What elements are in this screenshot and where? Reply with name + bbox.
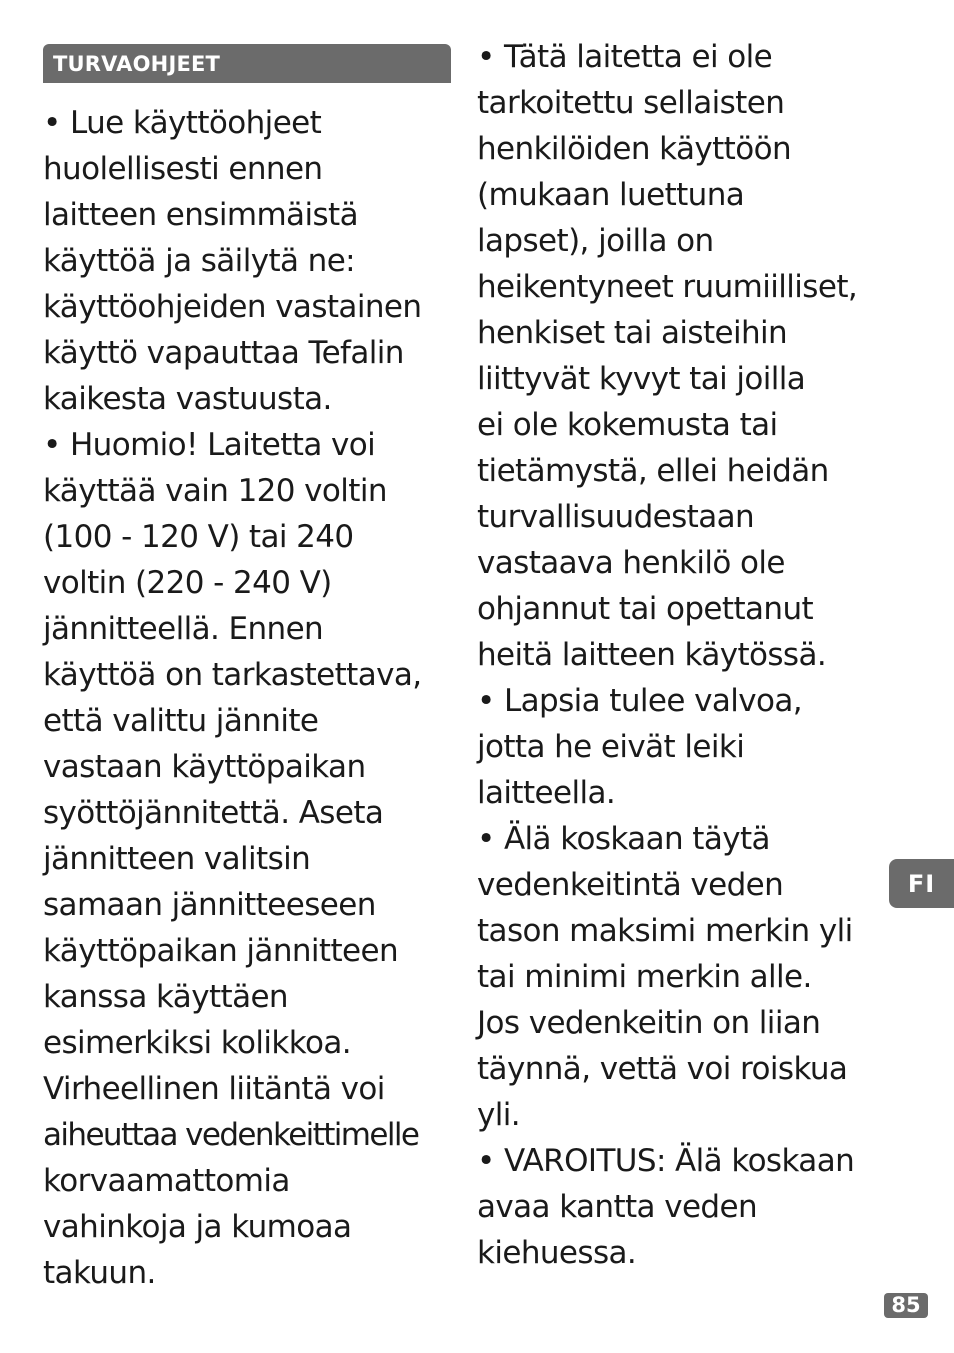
safety-paragraph-children bbox=[477, 678, 889, 816]
text-line: takuun. bbox=[43, 1255, 156, 1291]
text-line: Virheellinen liitäntä voi bbox=[43, 1071, 385, 1107]
text-line: vastaava henkilö ole bbox=[477, 545, 785, 581]
text-line: esimerkiksi kolikkoa. bbox=[43, 1025, 352, 1061]
safety-paragraph-filling bbox=[477, 816, 889, 1138]
text-line: turvallisuudestaan bbox=[477, 499, 755, 535]
right-text-column bbox=[477, 34, 889, 1276]
text-line: käyttää vain 120 voltin bbox=[43, 473, 387, 509]
text-line: aiheuttaa vedenkeittimelle bbox=[43, 1117, 419, 1153]
text-line: syöttöjännitettä. Aseta bbox=[43, 795, 384, 831]
text-line: käyttö vapauttaa Tefalin bbox=[43, 335, 404, 371]
text-line: henkiset tai aisteihin bbox=[477, 315, 788, 351]
text-line: yli. bbox=[477, 1097, 521, 1133]
text-line: tietämystä, ellei heidän bbox=[477, 453, 829, 489]
text-line: • Lue käyttöohjeet bbox=[43, 105, 322, 141]
text-line: että valittu jännite bbox=[43, 703, 319, 739]
text-line: (mukaan luettuna bbox=[477, 177, 745, 213]
text-line: käyttöä on tarkastettava, bbox=[43, 657, 422, 693]
text-line: kanssa käyttäen bbox=[43, 979, 288, 1015]
text-line: liittyvät kyvyt tai joilla bbox=[477, 361, 806, 397]
text-line: ohjannut tai opettanut bbox=[477, 591, 814, 627]
text-line: tarkoitettu sellaisten bbox=[477, 85, 785, 121]
text-line: kiehuessa. bbox=[477, 1235, 637, 1271]
text-line: tason maksimi merkin yli bbox=[477, 913, 853, 949]
text-line: ei ole kokemusta tai bbox=[477, 407, 778, 443]
text-line: käyttöohjeiden vastainen bbox=[43, 289, 422, 325]
text-line: laitteen ensimmäistä bbox=[43, 197, 358, 233]
text-line: jotta he eivät leiki bbox=[477, 729, 745, 765]
text-line: • Lapsia tulee valvoa, bbox=[477, 683, 803, 719]
text-line: käyttöä ja säilytä ne: bbox=[43, 243, 356, 279]
safety-paragraph-warning bbox=[477, 1138, 889, 1276]
safety-paragraph-voltage bbox=[43, 422, 455, 1296]
section-title: TURVAOHJEET bbox=[43, 44, 451, 83]
language-tab: FI bbox=[889, 859, 954, 908]
safety-paragraph-instructions bbox=[43, 100, 455, 422]
text-line: Jos vedenkeitin on liian bbox=[477, 1005, 821, 1041]
text-line: laitteella. bbox=[477, 775, 616, 811]
text-line: kaikesta vastuusta. bbox=[43, 381, 332, 417]
text-line: (100 - 120 V) tai 240 bbox=[43, 519, 354, 555]
left-text-column bbox=[43, 100, 455, 1296]
text-line: tai minimi merkin alle. bbox=[477, 959, 812, 995]
text-line: käyttöpaikan jännitteen bbox=[43, 933, 399, 969]
text-line: huolellisesti ennen bbox=[43, 151, 323, 187]
text-line: • Tätä laitetta ei ole bbox=[477, 39, 773, 75]
text-line: lapset), joilla on bbox=[477, 223, 714, 259]
safety-paragraph-persons bbox=[477, 34, 889, 678]
text-line: vedenkeitintä veden bbox=[477, 867, 784, 903]
text-line: samaan jännitteeseen bbox=[43, 887, 376, 923]
text-line: jännitteen valitsin bbox=[43, 841, 311, 877]
text-line: vastaan käyttöpaikan bbox=[43, 749, 366, 785]
text-line: voltin (220 - 240 V) bbox=[43, 565, 332, 601]
text-line: täynnä, vettä voi roiskua bbox=[477, 1051, 848, 1087]
text-line: henkilöiden käyttöön bbox=[477, 131, 792, 167]
text-line: vahinkoja ja kumoaa bbox=[43, 1209, 352, 1245]
text-line: • Huomio! Laitetta voi bbox=[43, 427, 376, 463]
text-line: • Älä koskaan täytä bbox=[477, 821, 770, 857]
text-line: • VAROITUS: Älä koskaan bbox=[477, 1143, 855, 1179]
page-number: 85 bbox=[884, 1293, 928, 1318]
text-line: korvaamattomia bbox=[43, 1163, 290, 1199]
text-line: jännitteellä. Ennen bbox=[43, 611, 324, 647]
text-line: heikentyneet ruumiilliset, bbox=[477, 269, 858, 305]
text-line: heitä laitteen käytössä. bbox=[477, 637, 827, 673]
text-line: avaa kantta veden bbox=[477, 1189, 758, 1225]
